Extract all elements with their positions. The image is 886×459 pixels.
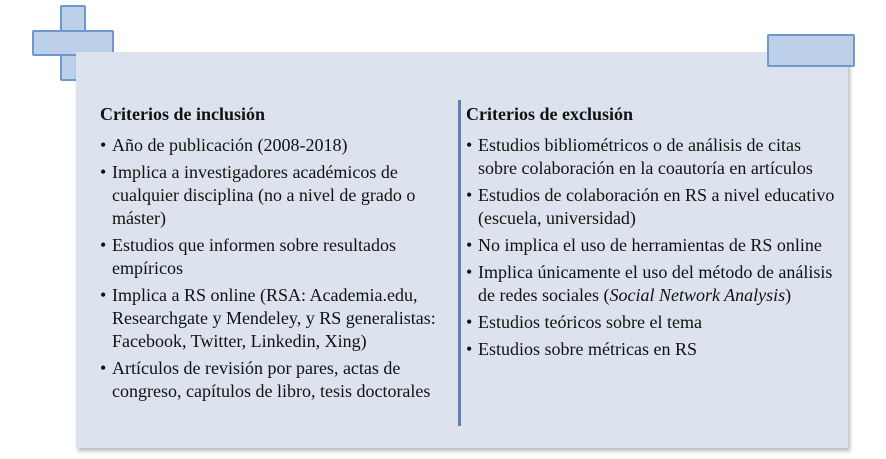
exclusion-heading: Criterios de exclusión bbox=[466, 104, 633, 124]
exclusion-item-italic: Social Network Analysis bbox=[609, 285, 786, 305]
exclusion-item: • Estudios sobre métricas en RS bbox=[466, 338, 836, 361]
inclusion-item: • Implica a investigadores académicos de cualquier disciplina (no a nivel de grado o máster) bbox=[100, 161, 452, 230]
inclusion-heading: Criterios de inclusión bbox=[100, 104, 265, 124]
inclusion-item: • Implica a RS online (RSA: Academia.edu, Researchgate y Mendeley, y RS generalistas: Facebook, Twitter, Linkedin, Xing) bbox=[100, 284, 452, 353]
exclusion-item bbox=[466, 261, 836, 307]
inclusion-item: • Año de publicación (2008-2018) bbox=[100, 134, 452, 157]
exclusion-column bbox=[466, 103, 836, 365]
exclusion-item: • Estudios bibliométricos o de análisis de citas sobre colaboración en la coautoría en artículos bbox=[466, 134, 836, 180]
exclusion-item: • Estudios de colaboración en RS a nivel educativo (escuela, universidad) bbox=[466, 184, 836, 230]
exclusion-list bbox=[466, 134, 836, 361]
exclusion-item: • Estudios teóricos sobre el tema bbox=[466, 311, 836, 334]
inclusion-item: • Estudios que informen sobre resultados empíricos bbox=[100, 234, 452, 280]
exclusion-item: • No implica el uso de herramientas de RS online bbox=[466, 234, 836, 257]
inclusion-list bbox=[100, 134, 452, 403]
exclusion-item-text-end: ) bbox=[785, 285, 792, 305]
column-divider bbox=[458, 100, 461, 426]
inclusion-item: • Artículos de revisión por pares, actas de congreso, capítulos de libro, tesis doctorales bbox=[100, 357, 452, 403]
exclusion-item-text: Implica únicamente el uso del método de análisis de redes sociales ( bbox=[478, 262, 833, 305]
minus-shape bbox=[767, 34, 855, 67]
plus-shape-center bbox=[62, 32, 84, 54]
inclusion-column bbox=[100, 103, 452, 407]
